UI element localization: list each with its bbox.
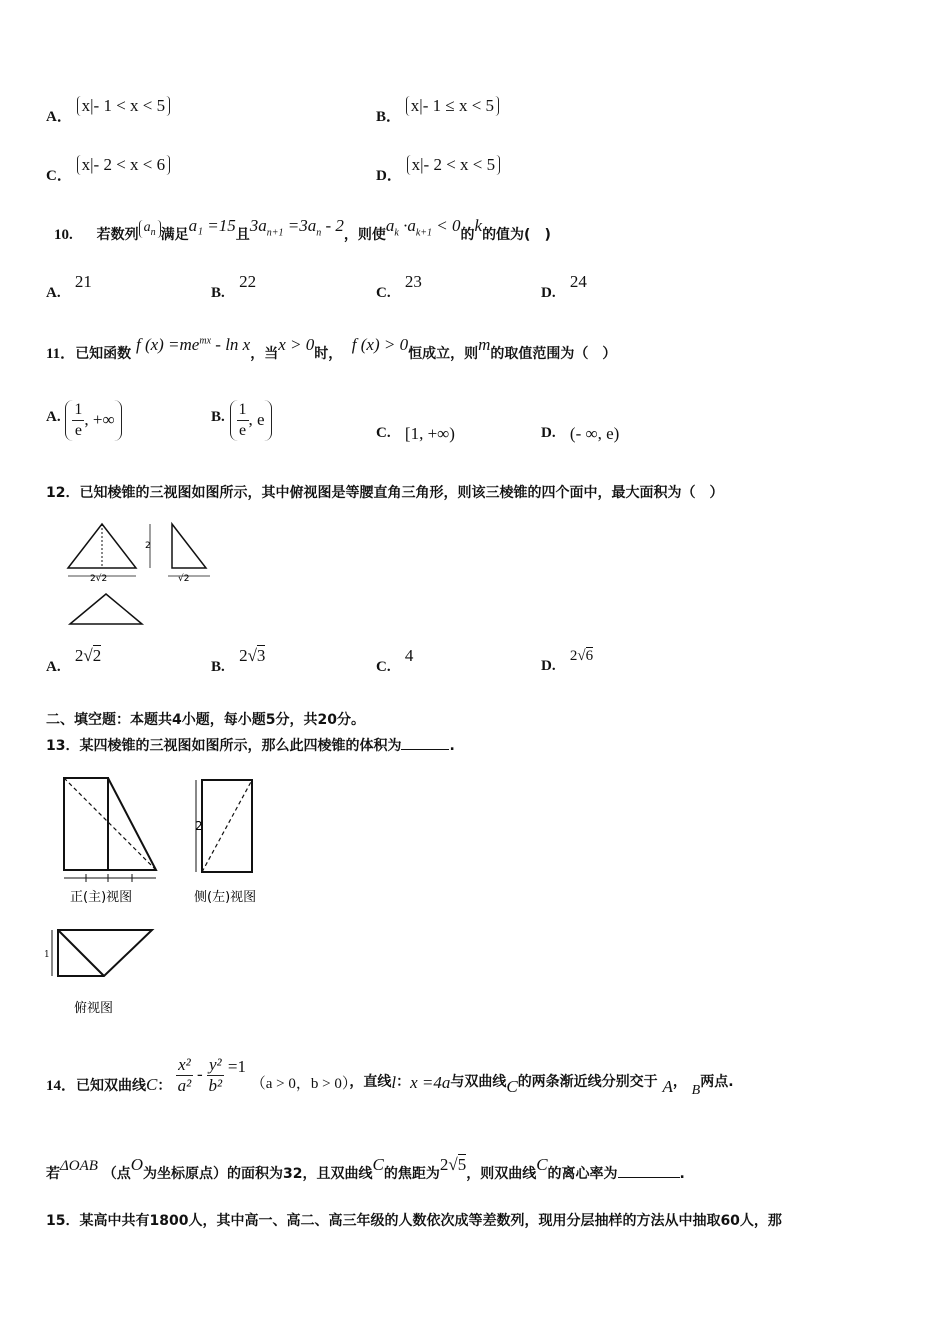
- q10-option-b: B. 22: [211, 272, 257, 301]
- q13-top-dim: 1: [44, 950, 50, 960]
- q10-stem: 10. 若数列 $a_n$ 满足a₁ =15且$3a_{n+1} =3a_n - 2$，则使$a_k \cdot a_{k+1} < 0$的k的值为( ): [54, 216, 551, 243]
- q10-option-a: A. 21: [46, 272, 92, 301]
- q13-stem: 13．某四棱锥的三视图如图所示，那么此四棱锥的体积为 .: [46, 738, 455, 754]
- q13-side-view: [202, 780, 252, 872]
- q11-option-a: A. $\frac{1}{e}$ , +∞: [46, 400, 122, 441]
- q11-option-b: B. $\frac{1}{e}$ , e: [211, 400, 272, 441]
- q15-stem: 15．某高中共有1800人，其中高一、高二、高三年级的人数依次成等差数列，现用分层抽样的方法从中抽取60人，那: [46, 1213, 782, 1229]
- q13-front-view: [64, 778, 156, 870]
- q12-side-dim: √2: [178, 574, 190, 584]
- q11-option-c: C. [1, +∞): [376, 424, 455, 443]
- q9-option-b: B． x|- 1 ≤ x < 5: [376, 105, 499, 126]
- section-2-heading: 二、填空题：本题共4小题，每小题5分，共20分。: [46, 712, 365, 728]
- q12-height-dim: 2: [145, 541, 151, 551]
- q9-option-b-expr: x|- 1 ≤ x < 5: [406, 96, 499, 116]
- q12-option-b: B. 2√3: [211, 646, 266, 675]
- q13-three-view-figure: [50, 770, 280, 1020]
- q13-side-dim: 2: [195, 819, 203, 833]
- q9-option-a: A． x|- 1 < x < 5: [46, 105, 170, 126]
- q11-stem: 11．已知函数 f $(x) =me^{mx} - \ln x$，当x > 0时， f (x) > 0恒成立，则m的取值范围为（ ）: [46, 335, 617, 362]
- q9-option-c-expr: x|- 2 < x < 6: [77, 155, 171, 175]
- q12-option-d: D. 2√6: [541, 648, 594, 674]
- q9-option-c: C． x|- 2 < x < 6: [46, 164, 170, 185]
- q13-front-caption: 正(主)视图: [70, 890, 133, 905]
- q14-line-1: 14．已知双曲线C： $\frac{\text{x²}}{\text{a²}}$ - $\frac{\text{y²}}{\text{b²}}$ =1 （a > 0，b > 0），直线l：x =4a与双曲线C的两条渐近线分别交于 A， B两点.: [46, 1055, 734, 1098]
- q10-option-c: C. 23: [376, 272, 422, 301]
- q9-option-d: D． x|- 2 < x < 5: [376, 164, 500, 185]
- q13-side-caption: 侧(左)视图: [194, 890, 257, 905]
- q12-top-view: [70, 594, 142, 624]
- q12-option-a: A. 2√2: [46, 646, 102, 675]
- q14-answer-blank[interactable]: [618, 1177, 680, 1178]
- q13-answer-blank[interactable]: [401, 749, 449, 750]
- q9-option-d-expr: x|- 2 < x < 5: [407, 155, 501, 175]
- q12-side-view: [172, 524, 206, 568]
- q10-option-d: D. 24: [541, 272, 587, 301]
- q13-top-caption: 俯视图: [74, 1001, 114, 1016]
- q12-option-c: C. 4: [376, 646, 414, 675]
- q9-option-a-expr: x|- 1 < x < 5: [77, 96, 171, 116]
- q12-front-view: [68, 524, 136, 568]
- q12-front-dim: 2√2: [90, 574, 108, 584]
- q14-line-2: 若ΔOAB （点O为坐标原点）的面积为32，且双曲线C的焦距为2√5，则双曲线C的离心率为 .: [46, 1155, 685, 1182]
- q12-three-view-figure: [60, 518, 220, 630]
- q12-stem: 12．已知棱锥的三视图如图所示，其中俯视图是等腰直角三角形，则该三棱锥的四个面中，最大面积为（ ）: [46, 485, 724, 501]
- q13-top-view: [58, 930, 152, 976]
- q11-option-d: D. (- ∞, e): [541, 424, 620, 443]
